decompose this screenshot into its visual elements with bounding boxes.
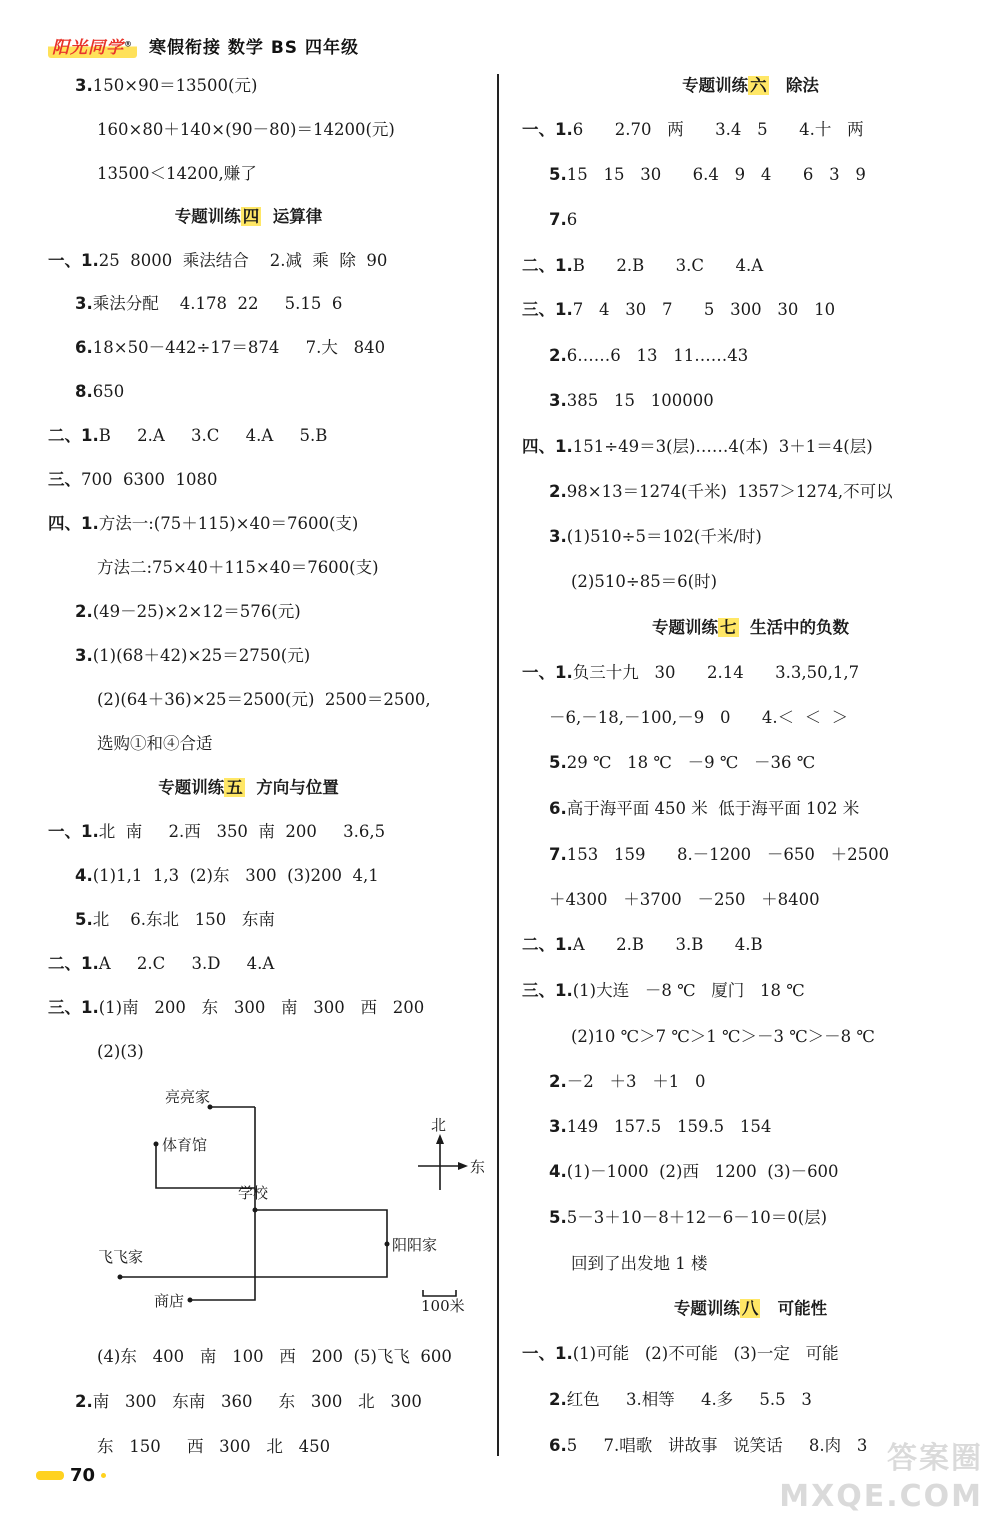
section-title <box>500 1298 1001 1320</box>
item-number: 4. <box>75 866 93 885</box>
answer-line <box>549 1161 839 1183</box>
answer-text: 98×13＝1274(千米) 1357＞1274,不可以 <box>566 482 893 501</box>
answer-text: 乘法分配 4.178 22 5.15 6 <box>92 294 343 313</box>
item-number: 二、1. <box>48 954 99 973</box>
item-number: 7. <box>549 845 567 864</box>
answer-line <box>48 250 387 272</box>
page-footer <box>36 1465 106 1486</box>
answer-text: 7 4 30 7 5 300 30 10 <box>572 300 836 319</box>
answer-line <box>48 821 385 843</box>
label-liangliang-home: 亮亮家 <box>165 1088 211 1106</box>
answer-text: 18×50－442÷17＝874 7.大 840 <box>92 338 386 357</box>
book-title: 寒假衔接 数学 BS 四年级 <box>149 37 359 58</box>
answer-text: B 2.B 3.C 4.A <box>572 256 764 275</box>
answer-line <box>97 733 213 755</box>
answer-text: (1)可能 (2)不可能 (3)一定 可能 <box>572 1344 839 1363</box>
page-number: 70 <box>70 1465 96 1486</box>
watermark-line-2: MXQE.COM <box>779 1479 983 1514</box>
route-line <box>255 1210 387 1277</box>
answer-line <box>522 1343 839 1365</box>
section-number: 八 <box>741 1299 759 1318</box>
answer-text: 5－3＋10－8＋12－6－10＝0(层) <box>566 1208 828 1227</box>
answer-text: (2)(64＋36)×25＝2500(元) 2500＝2500, <box>97 690 431 709</box>
answer-line <box>97 557 379 579</box>
answer-text: (2)(3) <box>97 1042 144 1061</box>
item-number: 二、1. <box>522 935 573 954</box>
answer-line <box>97 1041 144 1063</box>
answer-text: 南 300 东南 360 东 300 北 300 <box>92 1392 422 1411</box>
answer-text: 29 ℃ 18 ℃ －9 ℃ －36 ℃ <box>566 753 816 772</box>
answer-text: 160×80＋140×(90－80)＝14200(元) <box>97 120 395 139</box>
answer-text: (2)10 ℃＞7 ℃＞1 ℃＞－3 ℃＞－8 ℃ <box>571 1027 875 1046</box>
item-number: 4. <box>549 1162 567 1181</box>
item-number: 2. <box>549 1072 567 1091</box>
scale-bar <box>423 1290 456 1296</box>
section-number: 六 <box>750 76 767 95</box>
answer-text: (1)510÷5＝102(千米/时) <box>566 527 762 546</box>
section-number: 七 <box>720 618 737 637</box>
answer-text: 13500＜14200,赚了 <box>97 164 257 183</box>
answer-text: 回到了出发地 1 楼 <box>571 1254 708 1273</box>
answer-line <box>75 1391 422 1413</box>
answer-text: 6……6 13 11……43 <box>566 346 749 365</box>
item-number: 5. <box>75 910 93 929</box>
section-prefix: 专题训练 <box>652 618 718 637</box>
item-number: 三、 <box>48 470 81 489</box>
answer-line <box>549 390 714 412</box>
item-number: 6. <box>75 338 93 357</box>
direction-map-diagram <box>90 1080 490 1320</box>
answer-line <box>549 164 866 186</box>
label-feifei-home: 飞飞家 <box>98 1248 144 1266</box>
compass-east-label: 东 <box>470 1158 486 1176</box>
location-dot <box>253 1208 258 1213</box>
answer-text: 方法二:75×40＋115×40＝7600(支) <box>97 558 379 577</box>
item-number: 3. <box>75 76 93 95</box>
section-number: 五 <box>226 778 243 797</box>
answer-line <box>522 255 763 277</box>
answer-text: 5 7.唱歌 讲故事 说笑话 8.肉 3 <box>566 1436 868 1455</box>
answer-line <box>75 381 124 403</box>
answer-line <box>571 1253 708 1275</box>
footer-accent-bar <box>36 1471 64 1480</box>
answer-text: 6 <box>566 210 578 229</box>
location-dot <box>188 1298 193 1303</box>
answer-text: －2 ＋3 ＋1 0 <box>566 1072 706 1091</box>
section-prefix: 专题训练 <box>174 207 241 226</box>
item-number: 一、1. <box>522 120 573 139</box>
brand-logo: 阳光同学® <box>48 33 137 58</box>
answer-line <box>522 119 864 141</box>
item-number: 5. <box>549 1208 567 1227</box>
answer-line <box>48 997 424 1019</box>
answer-text: 方法一:(75＋115)×40＝7600(支) <box>98 514 359 533</box>
answer-text: 选购①和④合适 <box>97 734 213 753</box>
label-yangyang-home: 阳阳家 <box>392 1236 438 1254</box>
answer-text: (1)大连 －8 ℃ 厦门 18 ℃ <box>572 981 805 1000</box>
answer-text: 高于海平面 450 米 低于海平面 102 米 <box>566 799 860 818</box>
answer-line <box>97 1346 452 1368</box>
location-dot <box>154 1142 159 1147</box>
column-divider <box>497 74 499 1456</box>
answer-line <box>522 436 873 458</box>
answer-line <box>549 345 748 367</box>
compass-north-label: 北 <box>431 1116 447 1134</box>
answer-line <box>571 1026 875 1048</box>
answer-line <box>549 1116 771 1138</box>
label-shop: 商店 <box>154 1292 185 1310</box>
item-number: 3. <box>75 294 93 313</box>
item-number: 一、1. <box>48 251 99 270</box>
answer-text: (1)南 200 东 300 南 300 西 200 <box>98 998 425 1017</box>
footer-accent-dot <box>101 1473 106 1478</box>
answer-line <box>549 1207 827 1229</box>
answer-text: ＋4300 ＋3700 －250 ＋8400 <box>549 890 820 909</box>
north-arrow-icon <box>436 1134 444 1144</box>
label-gym: 体育馆 <box>162 1136 208 1154</box>
answer-line <box>97 119 395 141</box>
section-title <box>500 75 1001 97</box>
answer-line <box>48 513 358 535</box>
item-number: 2. <box>549 346 567 365</box>
label-school: 学校 <box>238 1184 269 1202</box>
answer-text: (1)1,1 1,3 (2)东 300 (3)200 4,1 <box>92 866 379 885</box>
answer-text: 151÷49＝3(层)……4(本) 3＋1＝4(层) <box>572 437 873 456</box>
scale-label: 100米 <box>421 1297 465 1315</box>
item-number: 四、1. <box>522 437 573 456</box>
watermark <box>779 1440 983 1516</box>
item-number: 3. <box>549 391 567 410</box>
answer-line <box>549 707 848 729</box>
answer-text: 650 <box>92 382 125 401</box>
answer-line <box>571 571 717 593</box>
section-title <box>0 206 497 228</box>
answer-line <box>549 798 859 820</box>
item-number: 3. <box>549 527 567 546</box>
section-topic: 方向与位置 <box>244 778 339 797</box>
answer-line <box>75 645 310 667</box>
answer-line <box>522 980 805 1002</box>
answer-text: 153 159 8.－1200 －650 ＋2500 <box>566 845 890 864</box>
answer-text: 700 6300 1080 <box>81 470 218 489</box>
answer-line <box>549 844 889 866</box>
answer-line <box>97 163 257 185</box>
item-number: 2. <box>75 602 93 621</box>
answer-line <box>75 865 379 887</box>
item-number: 2. <box>549 482 567 501</box>
answer-text: 25 8000 乘法结合 2.减 乘 除 90 <box>98 251 388 270</box>
item-number: 3. <box>549 1117 567 1136</box>
item-number: 6. <box>549 799 567 818</box>
section-topic: 生活中的负数 <box>738 618 849 637</box>
answer-text: 149 157.5 159.5 154 <box>566 1117 772 1136</box>
answer-line <box>549 526 762 548</box>
answer-line <box>97 1436 330 1458</box>
answer-text: (49－25)×2×12＝576(元) <box>92 602 301 621</box>
answer-line <box>75 337 385 359</box>
answer-line <box>549 481 893 503</box>
route-line <box>190 1277 255 1300</box>
answer-line <box>48 953 274 975</box>
answer-text: B 2.A 3.C 4.A 5.B <box>98 426 328 445</box>
item-number: 5. <box>549 753 567 772</box>
answer-line <box>48 469 217 491</box>
section-prefix: 专题训练 <box>673 1299 740 1318</box>
item-number: 四、1. <box>48 514 99 533</box>
item-number: 三、1. <box>522 300 573 319</box>
answer-line <box>549 209 577 231</box>
item-number: 二、1. <box>522 256 573 275</box>
answer-line <box>75 601 301 623</box>
answer-text: 6 2.70 两 3.4 5 4.十 两 <box>572 120 864 139</box>
section-title <box>0 777 497 799</box>
answer-line <box>75 909 275 931</box>
section-prefix: 专题训练 <box>682 76 749 95</box>
answer-text: (1)(68＋42)×25＝2750(元) <box>92 646 311 665</box>
section-topic: 可能性 <box>760 1299 828 1318</box>
answer-line <box>522 934 763 956</box>
answer-line <box>75 75 257 97</box>
answer-text: 150×90＝13500(元) <box>92 76 258 95</box>
answer-text: A 2.B 3.B 4.B <box>572 935 763 954</box>
answer-line <box>75 293 342 315</box>
answer-line <box>522 662 859 684</box>
east-arrow-icon <box>458 1162 468 1170</box>
item-number: 三、1. <box>48 998 99 1017</box>
item-number: 3. <box>75 646 93 665</box>
section-topic: 运算律 <box>261 207 323 226</box>
answer-line <box>48 425 327 447</box>
item-number: 2. <box>549 1390 567 1409</box>
location-dot <box>385 1242 390 1247</box>
answer-text: 红色 3.相等 4.多 5.5 3 <box>566 1390 812 1409</box>
section-prefix: 专题训练 <box>158 778 225 797</box>
answer-line <box>549 889 820 911</box>
watermark-line-1: 答案圈 <box>887 1441 983 1476</box>
item-number: 8. <box>75 382 93 401</box>
answer-text: A 2.C 3.D 4.A <box>98 954 275 973</box>
answer-text: 北 南 2.西 350 南 200 3.6,5 <box>98 822 386 841</box>
answer-text: 负三十九 30 2.14 3.3,50,1,7 <box>572 663 860 682</box>
answer-text: 385 15 100000 <box>566 391 714 410</box>
answer-text: 东 150 西 300 北 450 <box>97 1437 331 1456</box>
section-topic: 除法 <box>768 76 819 95</box>
answer-line <box>97 689 431 711</box>
section-title <box>500 617 1001 639</box>
answer-line <box>549 1389 812 1411</box>
answer-text: (2)510÷85＝6(时) <box>571 572 718 591</box>
page-header <box>48 30 359 60</box>
item-number: 一、1. <box>522 663 573 682</box>
item-number: 一、1. <box>522 1344 573 1363</box>
answer-text: (4)东 400 南 100 西 200 (5)飞飞 600 <box>97 1347 452 1366</box>
section-number: 四 <box>242 207 260 226</box>
item-number: 2. <box>75 1392 93 1411</box>
item-number: 三、1. <box>522 981 573 1000</box>
item-number: 6. <box>549 1436 567 1455</box>
item-number: 一、1. <box>48 822 99 841</box>
item-number: 7. <box>549 210 567 229</box>
item-number: 5. <box>549 165 567 184</box>
location-dot <box>118 1275 123 1280</box>
answer-line <box>522 299 835 321</box>
item-number: 二、1. <box>48 426 99 445</box>
answer-line <box>549 752 815 774</box>
answer-text: －6,－18,－100,－9 0 4.＜ ＜ ＞ <box>549 708 849 727</box>
answer-line <box>549 1071 705 1093</box>
answer-text: 15 15 30 6.4 9 4 6 3 9 <box>566 165 866 184</box>
answer-text: (1)－1000 (2)西 1200 (3)－600 <box>566 1162 839 1181</box>
answer-text: 北 6.东北 150 东南 <box>92 910 275 929</box>
